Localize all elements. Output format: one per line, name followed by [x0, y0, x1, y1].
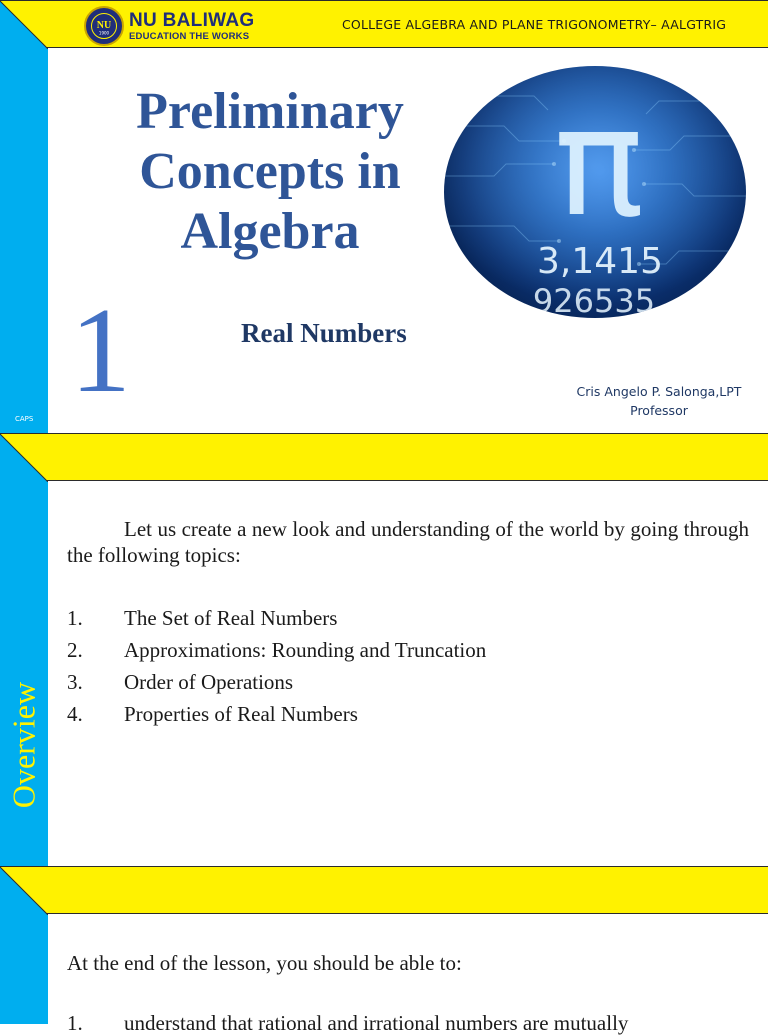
list-item-text: Properties of Real Numbers: [124, 702, 358, 726]
objective-text: understand that rational and irrational numbers are mutually: [124, 1011, 629, 1035]
list-item-number: 4.: [67, 702, 83, 726]
list-item-text: Order of Operations: [124, 670, 294, 694]
title-line-1: Preliminary: [136, 83, 404, 140]
seal-year: 1900: [98, 30, 110, 36]
module-number: 1: [70, 283, 131, 418]
list-item: [67, 701, 358, 727]
corner-triangle-icon: [0, 1, 48, 49]
list-item-text: The Set of Real Numbers: [124, 606, 338, 630]
objectives-intro: At the end of the lesson, you should be able to:: [67, 951, 462, 975]
brand-tagline: EDUCATION THE WORKS: [129, 30, 250, 42]
header-bar: [0, 0, 768, 48]
title-line-3: Algebra: [180, 203, 360, 260]
list-item-number: 3.: [67, 670, 83, 694]
list-item-number: 2.: [67, 638, 83, 662]
overview-side-label: Overview: [5, 681, 42, 809]
list-item: [67, 605, 337, 631]
side-strip-1: [0, 49, 48, 434]
section-bar-objectives: [0, 866, 768, 914]
author-name: Cris Angelo P. Salonga,LPT: [576, 384, 742, 399]
author-block: [564, 382, 754, 420]
side-caption: CAPS: [15, 415, 34, 423]
corner-triangle-icon: [0, 867, 48, 915]
university-seal-icon: [84, 6, 124, 46]
pi-digits-1: 3,1415: [537, 241, 663, 282]
pi-digits-2: 926535: [532, 282, 656, 318]
pi-digital-image: [444, 66, 746, 318]
list-item-text: Approximations: Rounding and Truncation: [124, 638, 487, 662]
brand-logo: [84, 6, 254, 46]
side-strip-2: [0, 482, 48, 867]
seal-letters: NU: [96, 20, 112, 31]
corner-triangle-icon: [0, 434, 48, 482]
pi-symbol: π: [553, 76, 645, 250]
side-strip-3: [0, 915, 48, 1024]
objective-item: [67, 1010, 628, 1036]
author-role: Professor: [630, 403, 688, 418]
overview-intro: Let us create a new look and understanding of the world by going through the following topics:: [67, 517, 749, 567]
brand-name: NU BALIWAG: [129, 9, 255, 31]
slide-title: [104, 82, 436, 262]
list-item-number: 1.: [67, 606, 83, 630]
section-bar-overview: [0, 433, 768, 481]
objective-number: 1.: [67, 1011, 83, 1035]
title-line-2: Concepts in: [139, 143, 401, 200]
course-title: COLLEGE ALGEBRA AND PLANE TRIGONOMETRY– AALGTRIG: [342, 17, 727, 32]
list-item: [67, 669, 293, 695]
slide-subtitle: Real Numbers: [241, 318, 407, 348]
list-item: [67, 637, 486, 663]
